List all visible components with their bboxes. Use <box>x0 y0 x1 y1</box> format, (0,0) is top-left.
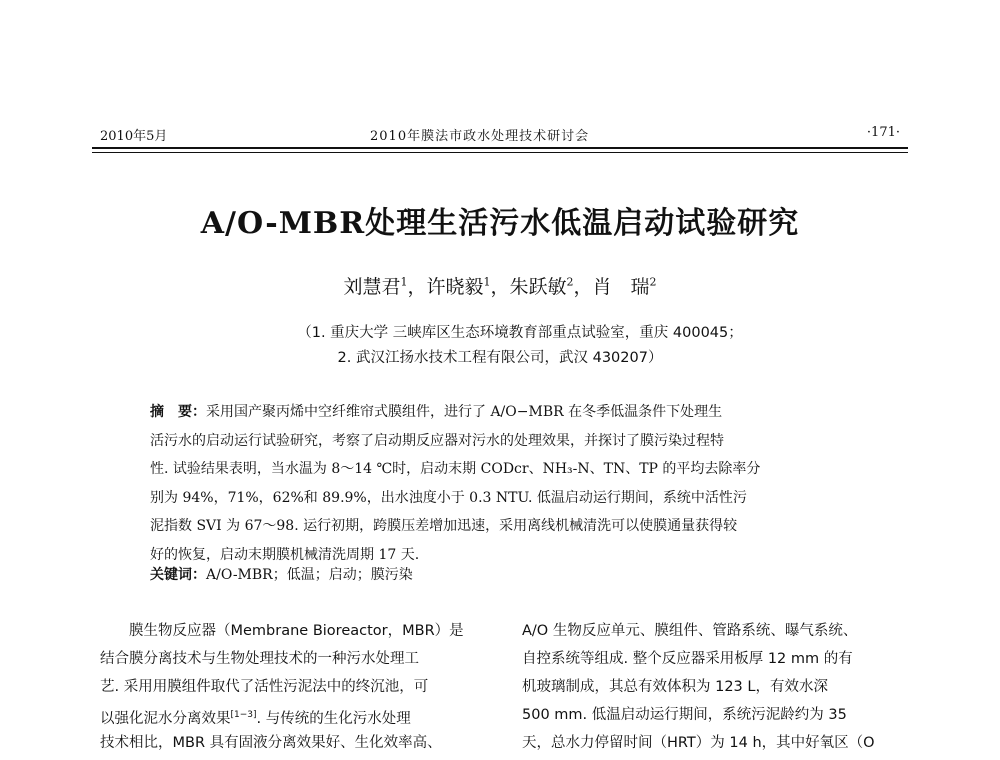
running-head <box>100 125 900 147</box>
abstract-label: 摘 要： <box>150 404 206 420</box>
body-text: 以强化泥水分离效果 <box>100 710 231 727</box>
body-line: A/O 生物反应单元、膜组件、管路系统、曝气系统、 <box>522 623 858 639</box>
body-line: 自控系统等组成. 整个反应器采用板厚 12 mm 的有 <box>522 651 853 667</box>
author-affil-mark: 1 <box>483 275 491 289</box>
author-separator: ， <box>573 276 593 298</box>
author-list <box>0 272 1000 299</box>
abstract-line: 别为 94%，71%，62%和 89.9%，出水浊度小于 0.3 NTU. 低温启动运行期间，系统中活性污 <box>150 489 747 506</box>
abstract-line <box>150 398 865 427</box>
author-affil-mark: 1 <box>400 275 408 289</box>
body-line: 500 mm. 低温启动运行期间，系统污泥龄约为 35 <box>522 707 847 723</box>
author-name: 肖 瑞 <box>592 276 650 298</box>
author-name: 刘慧君 <box>343 276 401 298</box>
author-affil-mark: 2 <box>649 275 657 289</box>
author-separator: ， <box>490 276 510 298</box>
body-line: 结合膜分离技术与生物处理技术的一种污水处理工 <box>100 651 419 667</box>
body-line: 天，总水力停留时间（HRT）为 14 h，其中好氧区（O <box>522 735 875 751</box>
body-line: 艺. 采用用膜组件取代了活性污泥法中的终沉池，可 <box>100 679 429 695</box>
body-line: 技术相比，MBR 具有固液分离效果好、生化效率高、 <box>100 735 442 751</box>
header-page-number: ·171· <box>866 125 900 140</box>
abstract-text: 采用国产聚丙烯中空纤维帘式膜组件，进行了 A/O−MBR 在冬季低温条件下处理生 <box>206 404 723 420</box>
author-separator: ， <box>407 276 427 298</box>
keywords-label: 关键词： <box>150 567 206 583</box>
keywords-text: A/O-MBR；低温；启动；膜污染 <box>206 567 413 583</box>
author-name: 朱跃敏 <box>509 276 567 298</box>
author-name: 许晓毅 <box>426 276 484 298</box>
body-column-right <box>522 617 907 757</box>
body-text: . 与传统的生化污水处理 <box>256 710 411 727</box>
abstract-line: 性. 试验结果表明，当水温为 8～14 ℃时，启动末期 CODcr、NH₃-N、TN、TP 的平均去除率分 <box>150 461 761 477</box>
header-conference: 2010年膜法市政水处理技术研讨会 <box>370 129 590 144</box>
body-line: 膜生物反应器（Membrane Bioreactor，MBR）是 <box>100 623 464 639</box>
body-column-left <box>100 617 485 757</box>
affiliation-line-2: 2. 武汉江扬水技术工程有限公司，武汉 430207） <box>337 350 663 366</box>
abstract <box>150 398 865 569</box>
body-line <box>100 701 485 729</box>
author-affil-mark: 2 <box>566 275 574 289</box>
abstract-line: 泥指数 SVI 为 67～98. 运行初期，跨膜压差增加迅速，采用离线机械清洗可以使膜通量获得较 <box>150 518 738 534</box>
paper-title: A/O-MBR处理生活污水低温启动试验研究 <box>200 206 800 241</box>
abstract-line: 活污水的启动运行试验研究，考察了启动期反应器对污水的处理效果，并探讨了膜污染过程特 <box>150 432 724 449</box>
header-rule-thick <box>92 147 908 149</box>
affiliation-line-1: （1. 重庆大学 三峡库区生态环境教育部重点试验室，重庆 400045； <box>297 325 743 341</box>
abstract-line: 好的恢复，启动末期膜机械清洗周期 17 天. <box>150 546 420 563</box>
header-date: 2010年5月 <box>100 129 168 144</box>
citation: [1−3] <box>230 710 257 720</box>
keywords <box>150 564 865 584</box>
header-rule-thin <box>92 152 908 153</box>
body-line: 机玻璃制成，其总有效体积为 123 L，有效水深 <box>522 679 828 695</box>
